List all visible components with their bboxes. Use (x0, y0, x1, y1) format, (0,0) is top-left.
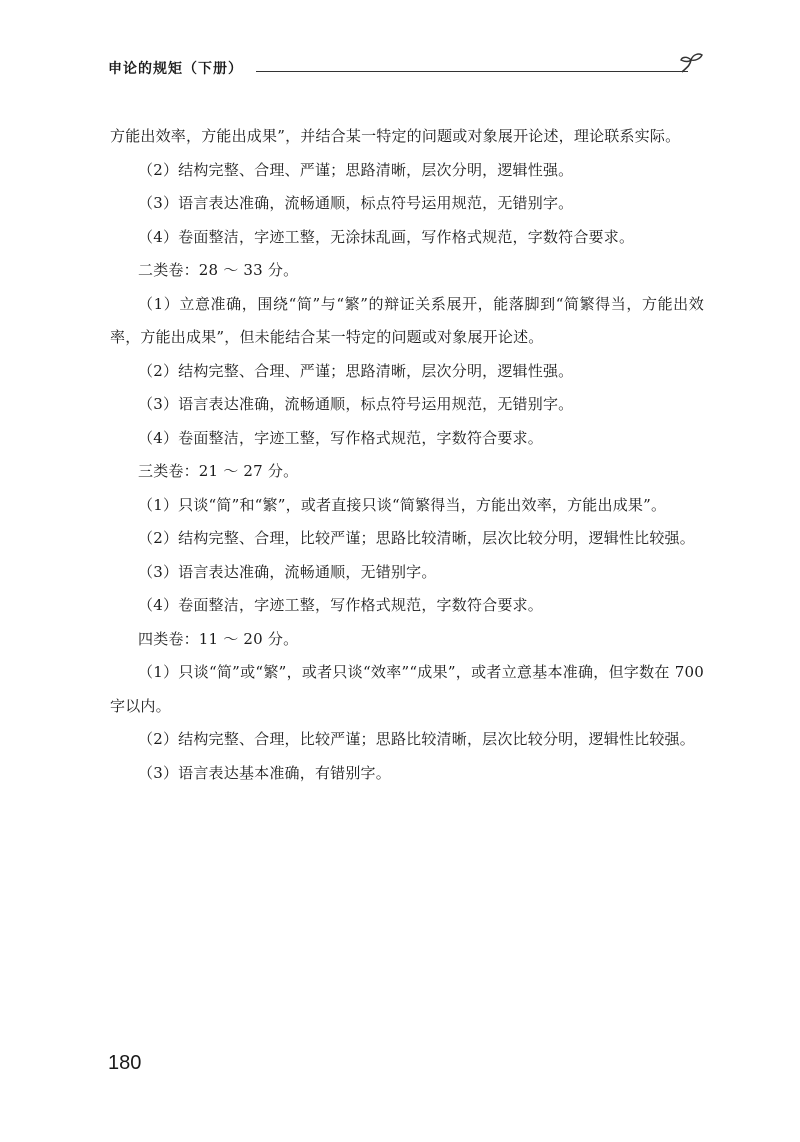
body-paragraph: （3）语言表达准确，流畅通顺，无错别字。 (138, 562, 437, 581)
body-paragraph: （2）结构完整、合理、严谨；思路清晰，层次分明，逻辑性强。 (138, 361, 574, 380)
body-paragraph: 四类卷：11 ～ 20 分。 (138, 629, 299, 648)
body-paragraph: （4）卷面整洁，字迹工整，写作格式规范，字数符合要求。 (138, 596, 543, 614)
body-paragraph: （1）立意准确，围绕“简”与“繁”的辩证关系展开，能落脚到“简繁得当，方能出效率，方能出成果”，但未能结合某一特定的问题或对象展开论述。 (110, 294, 704, 346)
header-rule (256, 71, 688, 72)
body-paragraph: （2）结构完整、合理、严谨；思路清晰，层次分明，逻辑性强。 (138, 160, 574, 179)
body-paragraph: 方能出效率，方能出成果”，并结合某一特定的问题或对象展开论述，理论联系实际。 (110, 127, 681, 145)
body-paragraph: （3）语言表达准确，流畅通顺，标点符号运用规范，无错别字。 (138, 194, 574, 212)
body-paragraph: （3）语言表达基本准确，有错别字。 (138, 763, 391, 782)
body-content (110, 120, 704, 790)
body-paragraph: （4）卷面整洁，字迹工整，写作格式规范，字数符合要求。 (138, 428, 543, 447)
body-paragraph: （3）语言表达准确，流畅通顺，标点符号运用规范，无错别字。 (138, 395, 574, 413)
body-paragraph: （2）结构完整、合理，比较严谨；思路比较清晰，层次比较分明，逻辑性比较强。 (138, 730, 695, 748)
body-paragraph: （2）结构完整、合理，比较严谨；思路比较清晰，层次比较分明，逻辑性比较强。 (138, 529, 695, 547)
running-header (108, 58, 698, 82)
sprout-leaf-icon (676, 46, 706, 76)
body-paragraph: （4）卷面整洁，字迹工整，无涂抹乱画，写作格式规范，字数符合要求。 (138, 227, 635, 246)
body-paragraph: （1）只谈“简”和“繁”，或者直接只谈“简繁得当，方能出效率，方能出成果”。 (138, 495, 667, 514)
header-title: 申论的规矩（下册） (108, 58, 245, 78)
body-paragraph: 二类卷：28 ～ 33 分。 (138, 261, 299, 279)
page-number: 180 (108, 1052, 142, 1074)
body-paragraph: 三类卷：21 ～ 27 分。 (138, 462, 299, 480)
body-paragraph: （1）只谈“简”或“繁”，或者只谈“效率”“成果”，或者立意基本准确，但字数在 700 字以内。 (110, 663, 704, 715)
